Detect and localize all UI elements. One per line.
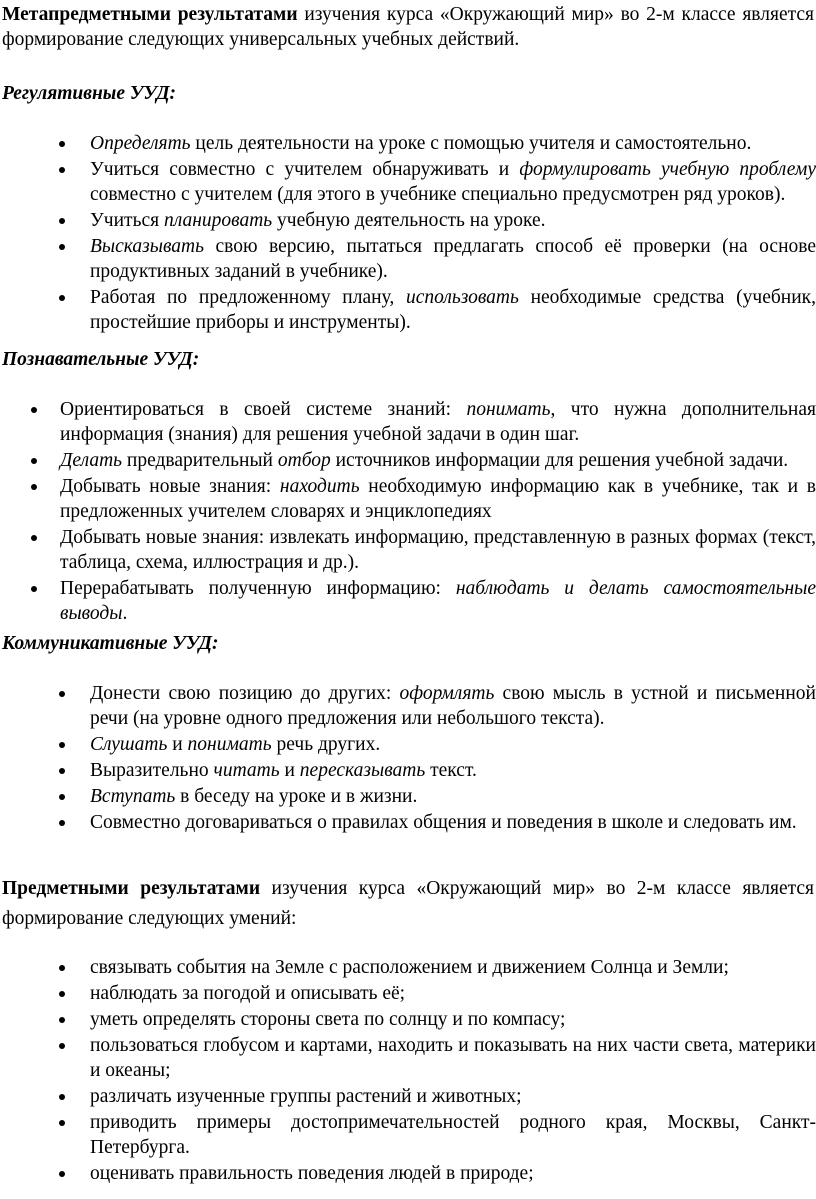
communicative-heading: Коммуникативные УУД: bbox=[2, 633, 219, 654]
list-item: Работая по предложенному плану, использовать необходимые средства (учебник, простейшие приборы и инструменты). bbox=[90, 287, 816, 333]
subject-paragraph bbox=[2, 874, 814, 934]
cognitive-heading: Познавательные УУД: bbox=[2, 349, 200, 370]
list-item: Выразительно читать и пересказывать текст. bbox=[90, 758, 816, 783]
subject-bold: Предметными результатами bbox=[2, 878, 261, 899]
list-item: Добывать новые знания: находить необходимую информацию как в учебнике, так и в предложенных учителем словарях и энциклопедиях bbox=[60, 476, 816, 522]
list-item: Перерабатывать полученную информацию: наблюдать и делать самостоятельные выводы. bbox=[60, 578, 816, 624]
intro-text: изучения курса «Окружающий мир» во 2-м классе является формирование следующих универсальных учебных действий. bbox=[2, 4, 814, 50]
list-item: уметь определять стороны света по солнцу и по компасу; bbox=[90, 1007, 816, 1032]
list-item: Учиться совместно с учителем обнаруживать и формулировать учебную проблему совместно с учителем (для этого в учебнике специально предусмотрен ряд уроков). bbox=[90, 159, 816, 205]
list-item: Слушать и понимать речь других. bbox=[90, 732, 816, 757]
list-item: Добывать новые знания: извлекать информацию, представленную в разных формах (текст, таблица, схема, иллюстрация и др.). bbox=[60, 527, 816, 573]
list-item: Ориентироваться в своей системе знаний: понимать, что нужна дополнительная информация (знания) для решения учебной задачи в один шаг. bbox=[60, 399, 816, 445]
regulative-heading: Регулятивные УУД: bbox=[2, 83, 177, 104]
regulative-list bbox=[90, 131, 816, 336]
list-item: Высказывать свою версию, пытаться предлагать способ её проверки (на основе продуктивных заданий в учебнике). bbox=[90, 236, 816, 282]
communicative-list bbox=[90, 681, 816, 836]
list-item: приводить примеры достопримечательностей родного края, Москвы, Санкт-Петербурга. bbox=[90, 1112, 816, 1158]
list-item: различать изученные группы растений и животных; bbox=[90, 1084, 816, 1109]
intro-bold: Метапредметными результатами bbox=[2, 4, 298, 25]
cognitive-list bbox=[60, 397, 816, 627]
intro-paragraph bbox=[2, 2, 814, 52]
list-item: Делать предварительный отбор источников информации для решения учебной задачи. bbox=[60, 448, 816, 473]
list-item: связывать события на Земле с расположением и движением Солнца и Земли; bbox=[90, 955, 816, 980]
list-item: Донести свою позицию до других: оформлять свою мысль в устной и письменной речи (на уровне одного предложения или небольшого текста). bbox=[90, 683, 816, 729]
list-item: Совместно договариваться о правилах общения и поведения в школе и следовать им. bbox=[90, 810, 816, 835]
list-item: Определять цель деятельности на уроке с помощью учителя и самостоятельно. bbox=[90, 131, 816, 156]
list-item: пользоваться глобусом и картами, находить и показывать на них части света, материки и океаны; bbox=[90, 1035, 816, 1081]
list-item: Учиться планировать учебную деятельность на уроке. bbox=[90, 208, 816, 233]
list-item: оценивать правильность поведения людей в природе; bbox=[90, 1161, 816, 1186]
list-item: Вступать в беседу на уроке и в жизни. bbox=[90, 784, 816, 809]
list-item: наблюдать за погодой и описывать её; bbox=[90, 981, 816, 1006]
subject-list bbox=[90, 955, 816, 1187]
subject-text: изучения курса «Окружающий мир» во 2-м классе является формирование следующих умений: bbox=[2, 878, 814, 929]
